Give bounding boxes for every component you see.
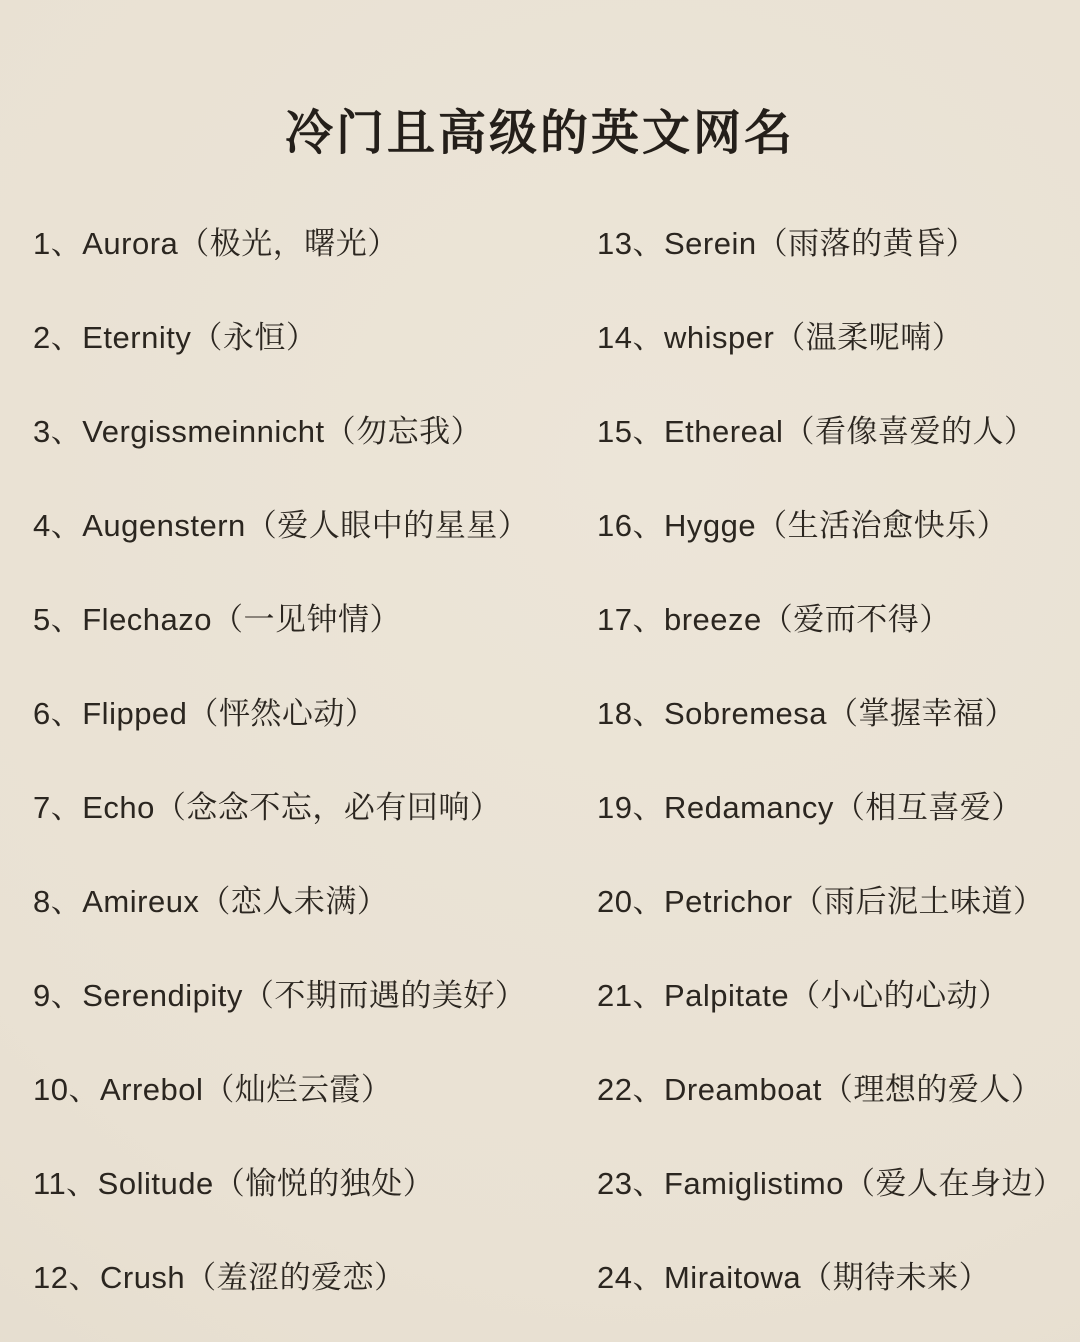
list-item: 5、Flechazo（一见钟情） xyxy=(33,601,402,637)
list-item: 17、breeze（爱而不得） xyxy=(597,601,951,637)
list-item: 20、Petrichor（雨后泥土味道） xyxy=(597,883,1045,919)
list-item: 11、Solitude（愉悦的独处） xyxy=(33,1165,435,1201)
list-item: 22、Dreamboat（理想的爱人） xyxy=(597,1071,1043,1107)
list-item: 21、Palpitate（小心的心动） xyxy=(597,977,1010,1013)
list-item: 16、Hygge（生活治愈快乐） xyxy=(597,507,1009,543)
list-item: 4、Augenstern（爱人眼中的星星） xyxy=(33,507,530,543)
name-list-column-right xyxy=(565,193,1080,1321)
list-item: 2、Eternity（永恒） xyxy=(33,319,318,355)
list-item: 12、Crush（羞涩的爱恋） xyxy=(33,1259,406,1295)
list-item: 13、Serein（雨落的黄昏） xyxy=(597,225,978,261)
list-item: 15、Ethereal（看像喜爱的人） xyxy=(597,413,1036,449)
name-list-column-left xyxy=(0,193,565,1321)
list-item: 24、Miraitowa（期待未来） xyxy=(597,1259,991,1295)
list-item: 7、Echo（念念不忘，必有回响） xyxy=(33,789,502,825)
list-item: 14、whisper（温柔呢喃） xyxy=(597,319,964,355)
list-item: 3、Vergissmeinnicht（勿忘我） xyxy=(33,413,483,449)
list-item: 1、Aurora（极光，曙光） xyxy=(33,225,399,261)
list-item: 6、Flipped（怦然心动） xyxy=(33,695,377,731)
list-item: 10、Arrebol（灿烂云霞） xyxy=(33,1071,393,1107)
page-title: 冷门且高级的英文网名 xyxy=(284,107,795,160)
list-item: 19、Redamancy（相互喜爱） xyxy=(597,789,1023,825)
list-item: 23、Famiglistimo（爱人在身边） xyxy=(597,1165,1065,1201)
list-item: 8、Amireux（恋人未满） xyxy=(33,883,389,919)
list-item: 18、Sobremesa（掌握幸福） xyxy=(597,695,1017,731)
list-item: 9、Serendipity（不期而遇的美好） xyxy=(33,977,527,1013)
name-list xyxy=(0,193,1080,1321)
